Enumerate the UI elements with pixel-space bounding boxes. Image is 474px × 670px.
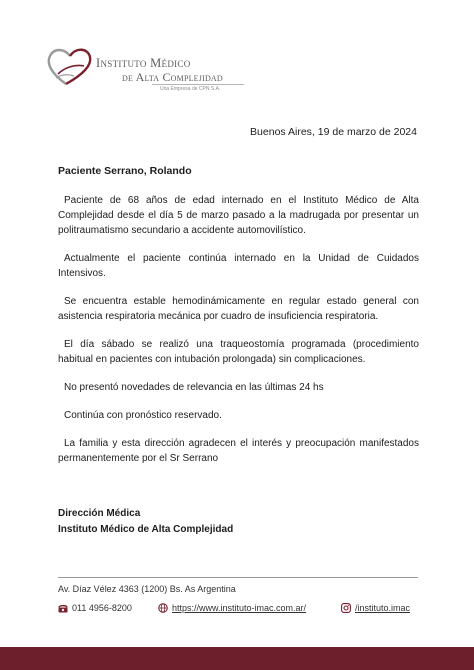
body-paragraph: El día sábado se realizó una traqueostomía programada (procedimiento habitual en pacientes con intubación prolongada) sin complicaciones.: [58, 339, 419, 365]
letter-recipient: Paciente Serrano, Rolando: [58, 165, 192, 177]
body-paragraph: Se encuentra estable hemodinámicamente en regular estado general con asistencia respiratoria mecánica por cuadro de insuficiencia respiratoria.: [58, 296, 419, 322]
website-link[interactable]: https://www.instituto-imac.com.ar/: [172, 603, 307, 613]
footer-contacts: [58, 603, 418, 617]
heart-logo-icon: [44, 44, 96, 88]
body-paragraph: La familia y esta dirección agradecen el interés y preocupación manifestados permanentemente por el Sr Serrano: [58, 438, 419, 464]
footer-website: [158, 603, 306, 613]
logo-name-line2: de Alta Complejidad: [122, 70, 223, 84]
letter-body: [58, 193, 419, 479]
globe-icon: [158, 603, 168, 613]
signature-institution: Instituto Médico de Alta Complejidad: [58, 524, 234, 535]
footer-color-bar: [0, 647, 474, 670]
phone-number: 011 4956-8200: [72, 603, 132, 613]
body-paragraph: Paciente de 68 años de edad internado en el Instituto Médico de Alta Complejidad desde el día 5 de marzo pasado a la madrugada por presentar un politraumatismo secundario a accidente automovilístico.: [58, 195, 419, 236]
body-paragraph: Actualmente el paciente continúa internado en la Unidad de Cuidados Intensivos.: [58, 253, 419, 279]
body-paragraph: Continúa con pronóstico reservado.: [64, 410, 222, 421]
logo-name-line1: Instituto Médico: [96, 56, 191, 70]
signature-department: Dirección Médica: [58, 508, 141, 519]
body-paragraph: No presentó novedades de relevancia en las últimas 24 hs: [64, 382, 324, 393]
logo-divider: [152, 84, 244, 85]
signature-block: [58, 506, 233, 538]
letter-date: Buenos Aires, 19 de marzo de 2024: [250, 126, 417, 138]
footer-divider: [58, 577, 418, 578]
footer-phone: [58, 603, 132, 613]
logo-tagline: Una Empresa de CPN S.A.: [160, 86, 221, 92]
footer-social: [341, 603, 410, 613]
social-link[interactable]: /instituto.imac: [355, 603, 411, 613]
phone-icon: [58, 604, 68, 613]
instagram-icon: [341, 603, 351, 613]
footer-address: Av. Díaz Vélez 4363 (1200) Bs. As Argentina: [58, 584, 236, 594]
institute-logo: [44, 44, 223, 94]
